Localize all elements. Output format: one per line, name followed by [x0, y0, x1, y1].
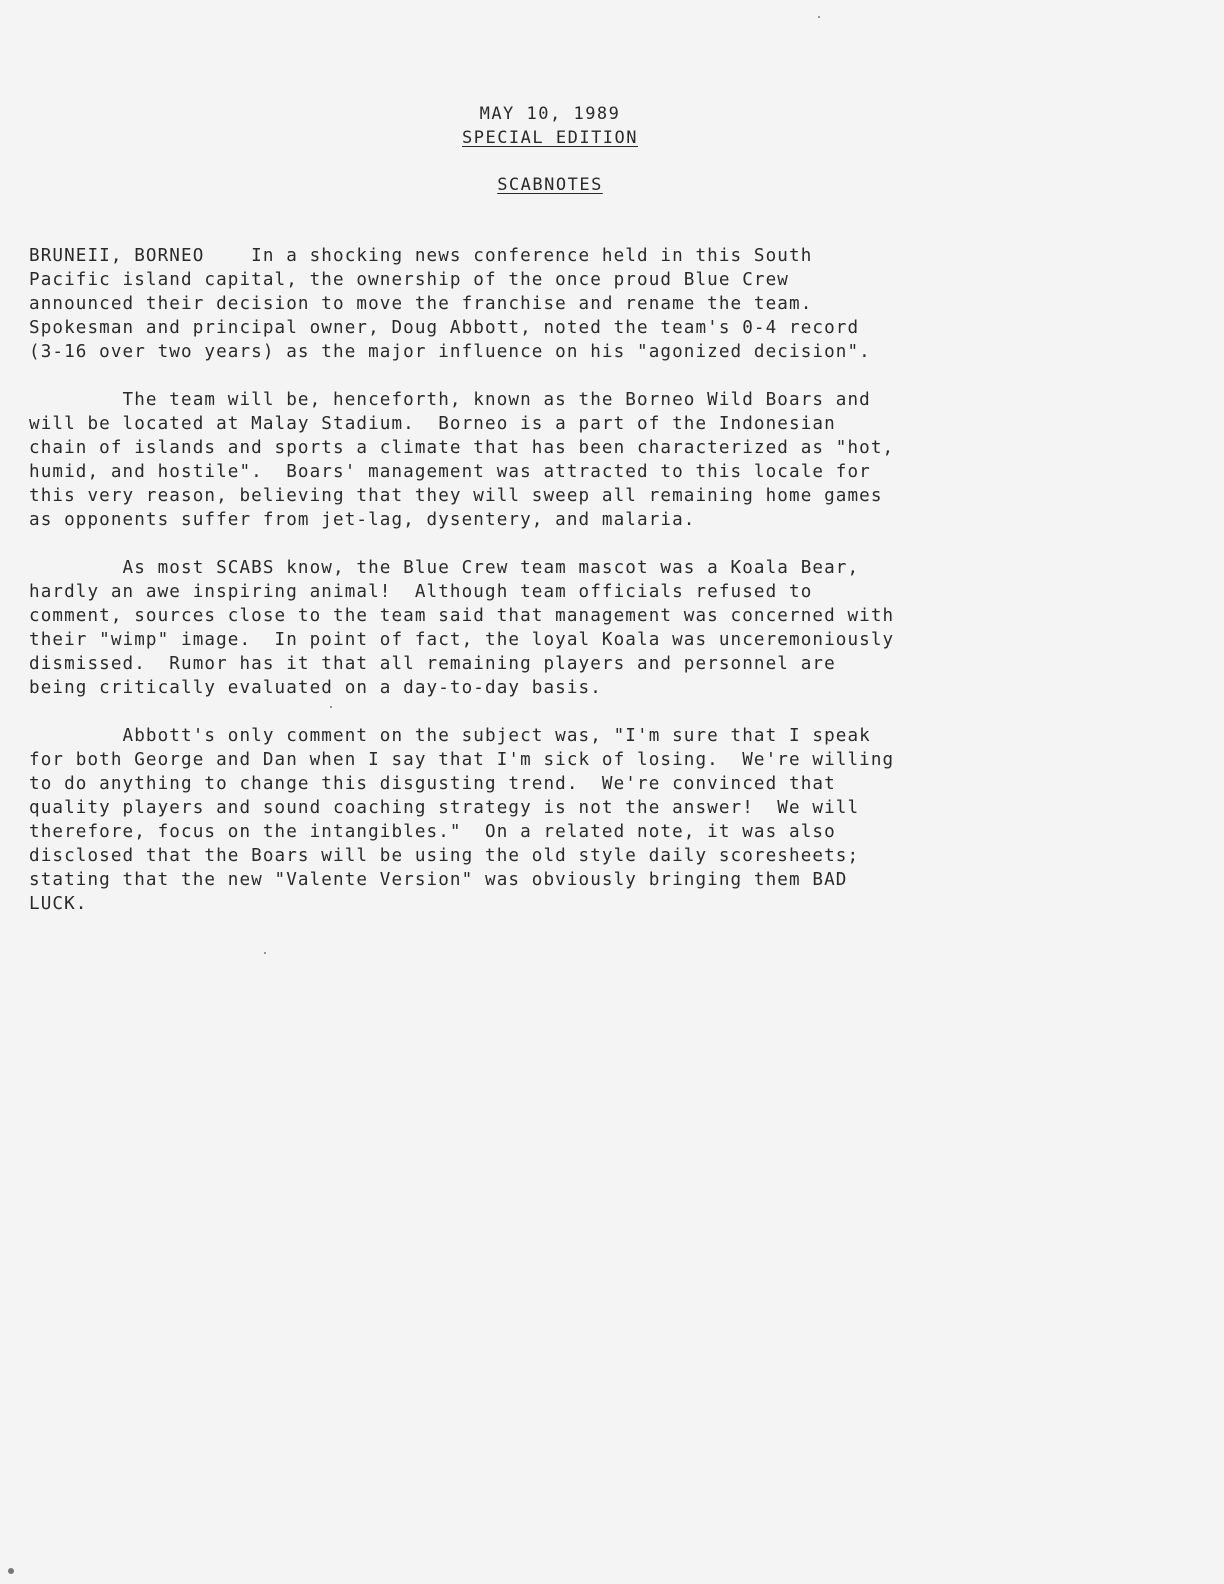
- body-line: stating that the new "Valente Version" was obviously bringing them BAD: [29, 870, 848, 890]
- body-line: for both George and Dan when I say that I'm sick of losing. We're willing: [29, 750, 895, 770]
- scan-speck: [818, 16, 820, 18]
- title-text: SCABNOTES: [497, 175, 603, 195]
- body-line: As most SCABS know, the Blue Crew team mascot was a Koala Bear,: [29, 558, 860, 578]
- scan-speck: [8, 1568, 14, 1574]
- date-text: MAY 10, 1989: [479, 104, 621, 124]
- body-line: quality players and sound coaching strategy is not the answer! We will: [29, 798, 860, 818]
- body-line: Spokesman and principal owner, Doug Abbott, noted the team's 0-4 record: [29, 318, 860, 338]
- body-line: their "wimp" image. In point of fact, the loyal Koala was unceremoniously: [29, 630, 895, 650]
- body-line: as opponents suffer from jet-lag, dysentery, and malaria.: [29, 510, 696, 530]
- scan-speck: [264, 952, 266, 954]
- body-line: humid, and hostile". Boars' management was attracted to this locale for: [29, 462, 871, 482]
- body-line: dismissed. Rumor has it that all remaining players and personnel are: [29, 654, 836, 674]
- body-line: this very reason, believing that they will sweep all remaining home games: [29, 486, 883, 506]
- edition-line: [440, 128, 660, 148]
- body-line: therefore, focus on the intangibles." On a related note, it was also: [29, 822, 836, 842]
- date-line: [440, 104, 660, 124]
- body-line: Abbott's only comment on the subject was, "I'm sure that I speak: [29, 726, 871, 746]
- scan-speck: [330, 706, 332, 708]
- body-line: will be located at Malay Stadium. Borneo is a part of the Indonesian: [29, 414, 836, 434]
- body-line: BRUNEII, BORNEO In a shocking news conference held in this South: [29, 246, 813, 266]
- body-line: hardly an awe inspiring animal! Although team officials refused to: [29, 582, 813, 602]
- body-line: to do anything to change this disgusting trend. We're convinced that: [29, 774, 836, 794]
- body-line: comment, sources close to the team said that management was concerned with: [29, 606, 895, 626]
- body-line: disclosed that the Boars will be using the old style daily scoresheets;: [29, 846, 860, 866]
- body-line: being critically evaluated on a day-to-day basis.: [29, 678, 602, 698]
- body-line: chain of islands and sports a climate that has been characterized as "hot,: [29, 438, 895, 458]
- body-line: LUCK.: [29, 894, 88, 914]
- body-line: The team will be, henceforth, known as the Borneo Wild Boars and: [29, 390, 871, 410]
- body-line: announced their decision to move the franchise and rename the team.: [29, 294, 813, 314]
- edition-text: SPECIAL EDITION: [461, 128, 639, 148]
- body-line: (3-16 over two years) as the major influence on his "agonized decision".: [29, 342, 871, 362]
- document-title: [440, 175, 660, 195]
- body-line: Pacific island capital, the ownership of the once proud Blue Crew: [29, 270, 790, 290]
